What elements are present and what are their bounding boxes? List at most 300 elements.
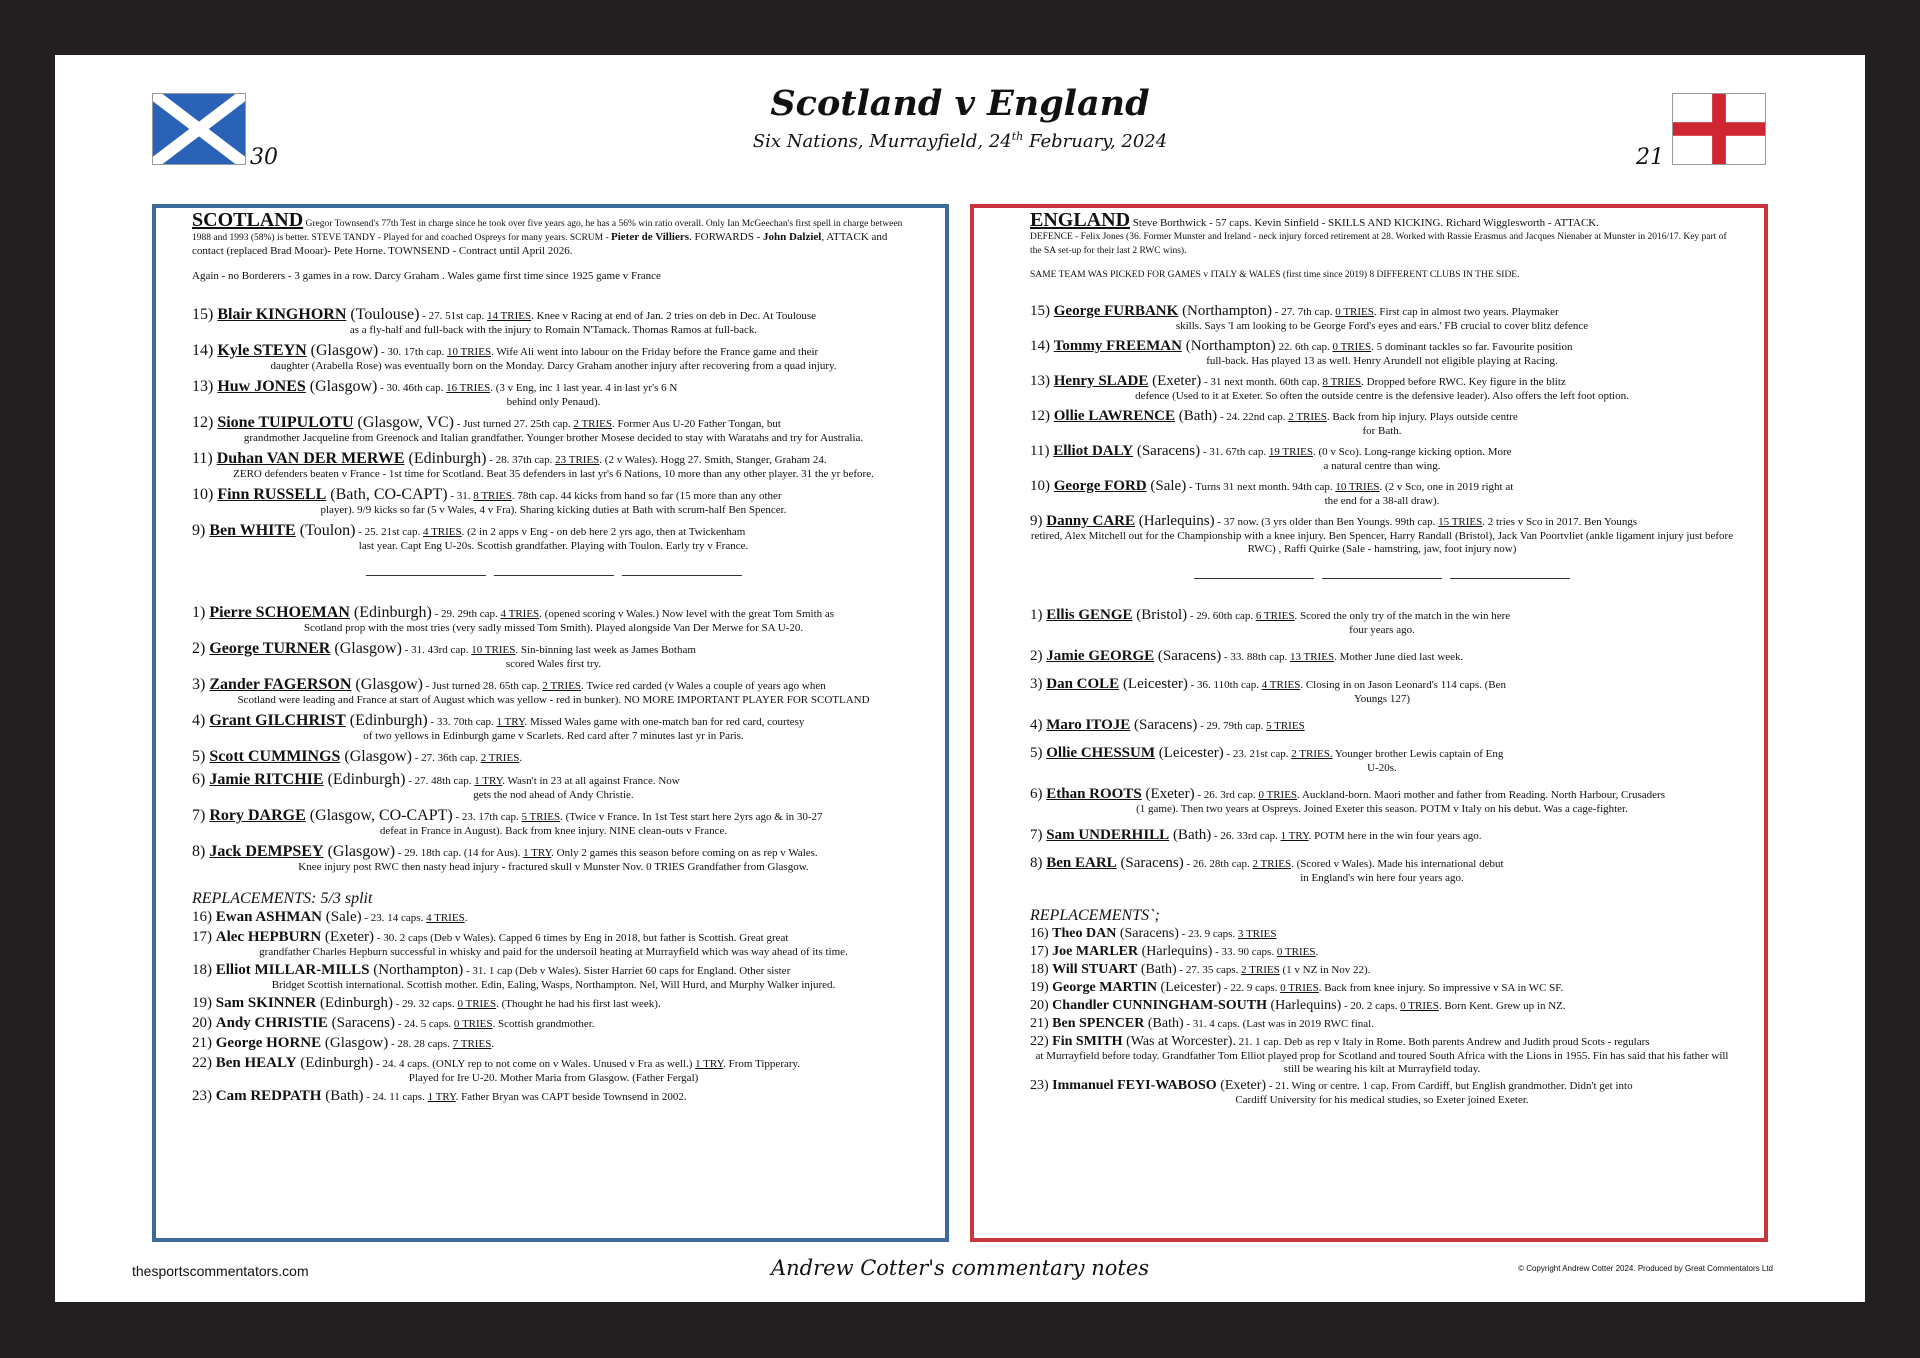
- player-club: (Harlequins): [1135, 513, 1215, 529]
- player-notes: . Born Kent. Grew up in NZ.: [1438, 1000, 1566, 1012]
- player-entry: [1030, 512, 1734, 556]
- player-name: Fin SMITH: [1052, 1034, 1123, 1049]
- player-details: - 29. 29th cap.: [431, 608, 501, 620]
- player-number: 21): [1030, 1016, 1053, 1031]
- player-notes: . Mother June died last week.: [1334, 651, 1464, 663]
- player-entry: [1030, 302, 1734, 333]
- player-entry: [1030, 407, 1734, 438]
- player-details: - 23. 17th cap.: [452, 811, 522, 823]
- player-tries: 2 TRIES: [1252, 858, 1292, 870]
- player-details: 22. 6th cap.: [1275, 341, 1333, 353]
- player-name: Ben EARL: [1046, 855, 1117, 871]
- player-entry: [1030, 1077, 1734, 1107]
- player-notes-continued: grandmother Jacqueline from Greenock and Italian grandfather. Younger brother Mosese decided to stay with Waratahs and try for Australia.: [243, 432, 864, 444]
- footer-copyright: © Copyright Andrew Cotter 2024. Produced by Great Commentators Ltd: [1518, 1264, 1773, 1273]
- player-club: (Leicester): [1155, 745, 1224, 761]
- player-number: 4): [192, 712, 210, 729]
- player-name: Kyle STEYN: [217, 342, 307, 359]
- section-divider: [1030, 566, 1734, 584]
- player-details: - 26. 28th cap.: [1183, 858, 1253, 870]
- player-club: (Harlequins): [1138, 944, 1213, 959]
- player-entry: [192, 770, 915, 802]
- player-number: 10): [1030, 478, 1054, 494]
- player-club: (Glasgow, VC): [353, 414, 454, 431]
- player-name: Will STUART: [1052, 962, 1138, 977]
- england-note: SAME TEAM WAS PICKED FOR GAMES v ITALY & WALES (first time since 2019) 8 DIFFERENT CLUBS IN THE SIDE.: [1030, 270, 1520, 280]
- player-entry: [192, 603, 915, 635]
- player-notes: .: [519, 752, 523, 764]
- player-club: (Saracens): [327, 1015, 395, 1031]
- player-tries: 0 TRIES: [1276, 946, 1316, 958]
- player-club: (Bath, CO-CAPT): [326, 486, 448, 503]
- player-entry: [1030, 997, 1734, 1014]
- player-name: George FORD: [1053, 478, 1147, 494]
- player-tries: 14 TRIES: [486, 310, 532, 322]
- player-tries: 8 TRIES: [1322, 376, 1362, 388]
- player-notes: (1 v NZ in Nov 22).: [1279, 964, 1371, 976]
- player-notes: . Knee v Racing at end of Jan. 2 tries on deb in Dec. At Toulouse: [531, 310, 817, 322]
- player-name: Dan COLE: [1046, 676, 1120, 692]
- player-club: (Sale): [1146, 478, 1187, 494]
- player-name: Alec HEPBURN: [215, 929, 322, 945]
- player-number: 17): [1030, 944, 1053, 959]
- player-number: 12): [192, 414, 218, 431]
- player-club: (Edinburgh): [323, 771, 406, 788]
- player-club: (Northampton): [1178, 303, 1273, 319]
- player-name: Jamie RITCHIE: [209, 771, 324, 788]
- player-number: 10): [192, 486, 218, 503]
- player-entry: [1030, 979, 1734, 996]
- player-name: George HORNE: [215, 1035, 322, 1051]
- player-number: 5): [1030, 745, 1047, 761]
- player-entry: [192, 639, 915, 671]
- player-number: 14): [1030, 338, 1054, 354]
- player-details: - 31. 4 caps. (Last was in 2019 RWC final.: [1183, 1018, 1374, 1030]
- player-club: (Glasgow): [330, 640, 402, 657]
- player-details: - 31. 67th cap.: [1200, 446, 1269, 458]
- player-club: (Glasgow, CO-CAPT): [305, 807, 453, 824]
- player-notes-continued: Played for Ire U-20. Mother Maria from Glasgow. (Father Fergal): [408, 1072, 699, 1084]
- player-tries: 15 TRIES: [1438, 516, 1483, 528]
- player-details: - 29. 79th cap.: [1197, 720, 1267, 732]
- player-tries: 2 TRIES: [1288, 411, 1327, 423]
- player-name: Sam UNDERHILL: [1046, 827, 1170, 843]
- player-tries: 8 TRIES: [473, 490, 512, 502]
- player-notes-continued: grandfather Charles Hepburn successful in whisky and paid for the undersoil heating at Murrayfield which was way ahead of its time.: [259, 946, 848, 958]
- page-subtitle: Six Nations, Murrayfield, 24th February, 2024: [752, 130, 1168, 152]
- player-notes: . Back from hip injury. Plays outside centre: [1326, 411, 1518, 423]
- player-tries: 0 TRIES: [1332, 341, 1372, 353]
- player-notes: . (2 v Sco, one in 2019 right at: [1379, 481, 1514, 493]
- player-notes: . POTM here in the win four years ago.: [1308, 830, 1482, 842]
- player-notes: . (2 v Wales). Hogg 27. Smith, Stanger, Graham 24.: [599, 454, 827, 466]
- player-details: - 27. 36th cap.: [411, 752, 481, 764]
- player-tries: 2 TRIES: [542, 680, 582, 692]
- player-club: (Exeter): [1148, 373, 1202, 389]
- player-entry: [192, 908, 915, 926]
- player-notes-continued: full-back. Has played 13 as well. Henry Arundell not eligible playing at Racing.: [1206, 355, 1558, 367]
- player-details: - 31. 1 cap (Deb v Wales). Sister Harriet 60 caps for England. Other sister: [463, 965, 791, 977]
- player-club: (Glasgow): [305, 378, 378, 395]
- player-details: - 21. Wing or centre. 1 cap. From Cardiff, but English grandmother. Didn't get into: [1266, 1080, 1633, 1092]
- player-entry: [1030, 854, 1734, 885]
- player-entry: [192, 305, 915, 337]
- player-number: 1): [192, 604, 210, 621]
- page-title: Scotland v England: [770, 83, 1150, 124]
- player-number: 3): [192, 676, 210, 693]
- player-number: 19): [1030, 980, 1053, 995]
- player-tries: 1 TRY: [427, 1091, 456, 1103]
- player-tries: 1 TRY: [496, 716, 525, 728]
- player-name: Sione TUIPULOTU: [217, 414, 354, 431]
- player-entry: [192, 449, 915, 481]
- player-number: 2): [192, 640, 210, 657]
- player-details: - 33. 90 caps.: [1212, 946, 1277, 958]
- player-notes: .: [491, 1038, 495, 1050]
- player-number: 18): [1030, 962, 1053, 977]
- player-number: 8): [1030, 855, 1047, 871]
- player-details: - 29. 18th cap. (14 for Aus).: [395, 847, 524, 859]
- player-details: - 27. 51st cap.: [419, 310, 487, 322]
- player-tries: 16 TRIES: [446, 382, 491, 394]
- scotland-forwards-list: [192, 603, 915, 874]
- player-details: - 30. 17th cap.: [378, 346, 447, 358]
- player-entry: [1030, 477, 1734, 508]
- player-name: Ben WHITE: [209, 522, 296, 539]
- player-number: 12): [1030, 408, 1054, 424]
- player-entry: [1030, 372, 1734, 403]
- player-details: - Just turned 27. 25th cap.: [453, 418, 574, 430]
- player-notes-continued: defeat in France in August). Back from knee injury. NINE clean-outs v France.: [379, 825, 728, 837]
- player-notes-continued: last year. Capt Eng U-20s. Scottish grandfather. Playing with Toulon. Early try v France.: [358, 540, 749, 552]
- player-club: (Exeter): [321, 929, 375, 945]
- player-name: Elliot DALY: [1053, 443, 1134, 459]
- player-name: Danny CARE: [1046, 513, 1136, 529]
- player-entry: [1030, 744, 1734, 775]
- footer-caption: Andrew Cotter's commentary notes: [770, 1256, 1150, 1280]
- player-details: - 36. 110th cap.: [1187, 679, 1262, 691]
- player-number: 7): [1030, 827, 1047, 843]
- player-number: 23): [1030, 1078, 1053, 1093]
- player-entry: [192, 842, 915, 874]
- player-entry: [1030, 442, 1734, 473]
- player-name: Blair KINGHORN: [217, 306, 347, 323]
- player-details: - 24. 11 caps.: [363, 1091, 428, 1103]
- player-tries: 1 TRY: [695, 1058, 724, 1070]
- player-details: - 26. 33rd cap.: [1211, 830, 1281, 842]
- player-name: Ollie CHESSUM: [1046, 745, 1156, 761]
- player-number: 21): [192, 1035, 216, 1051]
- player-notes-continued: the end for a 38-all draw).: [1324, 495, 1440, 507]
- player-notes-continued: of two yellows in Edinburgh game v Scarlets. Red card after 7 minutes last yr in Paris.: [363, 730, 744, 742]
- player-tries: 6 TRIES: [1255, 610, 1295, 622]
- player-entry: [1030, 716, 1734, 734]
- player-notes: . 5 dominant tackles so far. Favourite position: [1371, 341, 1573, 353]
- player-number: 22): [192, 1055, 216, 1071]
- player-details: - 30. 46th cap.: [377, 382, 447, 394]
- player-number: 13): [192, 378, 218, 395]
- player-tries: 0 TRIES: [453, 1018, 493, 1030]
- player-notes: . Sin-binning last week as James Botham: [515, 644, 696, 656]
- player-notes: . Back from knee injury. So impressive v SA in WC SF.: [1318, 982, 1564, 994]
- player-details: - 33. 88th cap.: [1221, 651, 1290, 663]
- player-number: 23): [192, 1088, 216, 1104]
- player-club: (Saracens): [1133, 443, 1201, 459]
- scotland-note: Again - no Borderers - 3 games in a row. Darcy Graham . Wales game first time since 1925 game v France: [192, 270, 661, 282]
- england-score: 21: [1636, 145, 1664, 170]
- player-name: Ben HEALY: [215, 1055, 297, 1071]
- player-club: (Exeter): [1216, 1078, 1267, 1093]
- player-entry: [192, 1014, 915, 1032]
- player-notes: . Only 2 games this season before coming on as rep v Wales.: [551, 847, 818, 859]
- scotland-replacements-heading: REPLACEMENTS: 5/3 split: [192, 890, 373, 907]
- player-notes-continued: as a fly-half and full-back with the injury to Romain N'Tamack. Thomas Ramos at full-back.: [349, 324, 758, 336]
- player-details: - 31. 43rd cap.: [401, 644, 472, 656]
- player-tries: 1 TRY: [1280, 830, 1309, 842]
- player-club: (Harlequins): [1266, 998, 1342, 1013]
- player-club: (Bath): [1175, 408, 1218, 424]
- player-club: (Edinburgh): [349, 604, 432, 621]
- player-tries: 10 TRIES: [446, 346, 492, 358]
- player-details: - 25. 21st cap.: [355, 526, 424, 538]
- player-entry: [192, 377, 915, 409]
- player-name: George MARTIN: [1052, 980, 1158, 995]
- player-entry: [192, 747, 915, 766]
- player-notes: . Auckland-born. Maori mother and father from Reading. North Harbour, Crusaders: [1297, 789, 1666, 801]
- player-club: (Edinburgh): [296, 1055, 374, 1071]
- player-club: (Was at Worcester).: [1122, 1034, 1236, 1049]
- player-details: - 27. 48th cap.: [405, 775, 475, 787]
- england-heading: ENGLAND: [1030, 209, 1131, 231]
- scotland-backs-list: [192, 305, 915, 553]
- player-number: 15): [1030, 303, 1054, 319]
- player-name: Jack DEMPSEY: [209, 843, 324, 860]
- player-number: 4): [1030, 717, 1047, 733]
- player-notes-continued: Bridget Scottish international. Scottish mother. Edin, Ealing, Wasps, Northampton. Nel, Will Hurd, and Murphy Walker injured.: [271, 979, 836, 991]
- player-notes: . Closing in on Jason Leonard's 114 caps. (Ben: [1300, 679, 1506, 691]
- player-notes-continued: daughter (Arabella Rose) was eventually born on the Monday. Darcy Graham another injury after recovering from a quad injury.: [270, 360, 837, 372]
- footer-website: thesportscommentators.com: [132, 1263, 309, 1279]
- england-forwards-list: [1030, 606, 1734, 885]
- player-number: 18): [192, 962, 216, 978]
- player-notes: . (Twice v France. In 1st Test start here 2yrs ago & in 30-27: [560, 811, 823, 823]
- player-number: 6): [1030, 786, 1047, 802]
- player-club: (Bath): [1137, 962, 1177, 977]
- player-name: Chandler CUNNINGHAM-SOUTH: [1052, 998, 1267, 1013]
- player-club: (Exeter): [1141, 786, 1195, 802]
- player-tries: 2 TRIES: [480, 752, 520, 764]
- player-name: Immanuel FEYI-WABOSO: [1052, 1078, 1217, 1093]
- player-club: (Glasgow): [321, 1035, 389, 1051]
- player-tries: 0 TRIES: [457, 998, 497, 1010]
- player-tries: 4 TRIES: [426, 912, 465, 924]
- player-tries: 10 TRIES: [471, 644, 516, 656]
- player-name: Ellis GENGE: [1046, 607, 1133, 623]
- player-notes: . 2 tries v Sco in 2017. Ben Youngs: [1482, 516, 1638, 528]
- player-name: Duhan VAN DER MERWE: [216, 450, 405, 467]
- player-tries: 2 TRIES.: [1291, 748, 1333, 760]
- player-entry: [192, 413, 915, 445]
- player-entry: [192, 806, 915, 838]
- player-tries: 1 TRY: [474, 775, 503, 787]
- player-notes: . Former Aus U-20 Father Tongan, but: [612, 418, 781, 430]
- player-notes: . 78th cap. 44 kicks from hand so far (15 more than any other: [511, 490, 782, 502]
- player-name: Ben SPENCER: [1052, 1016, 1145, 1031]
- player-name: George TURNER: [209, 640, 331, 657]
- player-tries: 4 TRIES: [1261, 679, 1301, 691]
- player-details: - Just turned 28. 65th cap.: [422, 680, 543, 692]
- player-entry: [192, 928, 915, 959]
- player-entry: [192, 1054, 915, 1085]
- player-tries: 19 TRIES: [1268, 446, 1313, 458]
- player-entry: [1030, 961, 1734, 978]
- player-club: (Northampton): [369, 962, 464, 978]
- player-details: - 31.: [447, 490, 474, 502]
- player-number: 3): [1030, 676, 1047, 692]
- player-tries: 0 TRIES: [1280, 982, 1319, 994]
- player-notes: . (0 v Sco). Long-range kicking option. More: [1312, 446, 1512, 458]
- player-number: 5): [192, 748, 210, 765]
- player-notes-continued: in England's win here four years ago.: [1300, 872, 1464, 884]
- player-club: (Glasgow): [340, 748, 412, 765]
- player-name: George FURBANK: [1053, 303, 1179, 319]
- player-entry: [1030, 826, 1734, 844]
- player-name: Huw JONES: [217, 378, 306, 395]
- player-tries: 7 TRIES: [452, 1038, 492, 1050]
- player-club: (Edinburgh): [316, 995, 393, 1011]
- player-name: Grant GILCHRIST: [209, 712, 346, 729]
- player-entry: [1030, 675, 1734, 706]
- player-entry: [192, 341, 915, 373]
- player-number: 7): [192, 807, 210, 824]
- player-notes: . (2 in 2 apps v Eng - on deb here 2 yrs ago, then at Twickenham: [461, 526, 746, 538]
- player-entry: [1030, 925, 1734, 942]
- player-number: 20): [1030, 998, 1053, 1013]
- player-club: (Northampton): [1181, 338, 1276, 354]
- player-club: (Toulon): [295, 522, 356, 539]
- player-notes-continued: player). 9/9 kicks so far (5 v Wales, 4 v Fra). Sharing kicking duties at Bath with scrum-half Ben Spencer.: [320, 504, 787, 516]
- player-notes-continued: skills. Says 'I am looking to be George Ford's eyes and ears.' FB crucial to cover blitz defence: [1175, 320, 1589, 332]
- player-notes: . (opened scoring v Wales.) Now level with the great Tom Smith as: [539, 608, 835, 620]
- player-details: - 27. 35 caps.: [1176, 964, 1242, 976]
- st-george-cross-icon: [1672, 93, 1766, 165]
- player-name: Jamie GEORGE: [1046, 648, 1155, 664]
- player-number: 15): [192, 306, 218, 323]
- player-details: - 23. 21st cap.: [1223, 748, 1292, 760]
- player-name: Sam SKINNER: [215, 995, 317, 1011]
- player-details: 21. 1 cap. Deb as rep v Italy in Rome. Both parents Andrew and Judith proud Scots - regulars: [1235, 1036, 1650, 1048]
- scotland-score: 30: [250, 145, 278, 170]
- player-tries: 10 TRIES: [1335, 481, 1380, 493]
- player-notes: . (Thought he had his first last week).: [496, 998, 661, 1010]
- player-name: Rory DARGE: [209, 807, 306, 824]
- player-entry: [192, 1034, 915, 1052]
- player-notes-continued: Cardiff University for his medical studies, so Exeter joined Exeter.: [1235, 1094, 1529, 1106]
- player-notes: . Wasn't in 23 at all against France. Now: [502, 775, 680, 787]
- player-notes: . Scottish grandmother.: [492, 1018, 595, 1030]
- player-club: (Saracens): [1130, 717, 1198, 733]
- player-club: (Saracens): [1116, 926, 1179, 941]
- player-notes-continued: at Murrayfield before today. Grandfather Tom Elliot played prop for Scotland and toured South Africa with the Lions in 1955. Fin has said that his father will still be wearing his kilt at Murrayfield today.: [1035, 1050, 1729, 1075]
- player-number: 11): [1030, 443, 1054, 459]
- player-entry: [1030, 1033, 1734, 1076]
- player-details: - 23. 14 caps.: [361, 912, 427, 924]
- player-entry: [1030, 337, 1734, 368]
- player-tries: 23 TRIES: [555, 454, 600, 466]
- player-club: (Bath): [321, 1088, 364, 1104]
- player-entry: [192, 675, 915, 707]
- player-number: 16): [1030, 926, 1053, 941]
- player-club: (Leicester): [1157, 980, 1222, 995]
- player-notes: . Scored the only try of the match in the win here: [1294, 610, 1511, 622]
- player-club: (Glasgow): [306, 342, 379, 359]
- player-name: Ewan ASHMAN: [215, 909, 323, 925]
- player-details: - 26. 3rd cap.: [1194, 789, 1259, 801]
- scotland-panel: [152, 204, 949, 1242]
- player-club: (Edinburgh): [404, 450, 487, 467]
- player-club: (Bath): [1169, 827, 1212, 843]
- player-notes: . Twice red carded (v Wales a couple of years ago when: [581, 680, 826, 692]
- player-tries: 5 TRIES: [1266, 720, 1305, 732]
- player-name: Ethan ROOTS: [1046, 786, 1142, 802]
- player-name: Andy CHRISTIE: [215, 1015, 328, 1031]
- player-details: - 20. 2 caps.: [1341, 1000, 1401, 1012]
- england-replacements-heading: REPLACEMENTS`;: [1030, 907, 1160, 924]
- player-details: - 23. 9 caps.: [1178, 928, 1238, 940]
- player-notes-continued: for Bath.: [1362, 425, 1402, 437]
- player-notes: . (3 v Eng, inc 1 last year. 4 in last yr's 6 N: [490, 382, 678, 394]
- player-tries: 2 TRIES: [573, 418, 613, 430]
- player-number: 1): [1030, 607, 1047, 623]
- player-notes-continued: Knee injury post RWC then nasty head injury - fractured skull v Munster Nov. 0 TRIES Grandfather from Glasgow.: [298, 861, 809, 873]
- player-name: Tommy FREEMAN: [1053, 338, 1182, 354]
- player-entry: [192, 711, 915, 743]
- player-name: Maro ITOJE: [1046, 717, 1131, 733]
- player-details: - Turns 31 next month. 94th cap.: [1186, 481, 1336, 493]
- player-number: 17): [192, 929, 216, 945]
- england-backs-list: [1030, 302, 1734, 556]
- player-club: (Toulouse): [346, 306, 420, 323]
- player-notes-continued: Scotland prop with the most tries (very sadly missed Tom Smith). Played alongside Van Der Merwe for SA U-20.: [303, 622, 804, 634]
- player-details: - 28. 28 caps.: [388, 1038, 453, 1050]
- player-number: 9): [1030, 513, 1047, 529]
- player-number: 11): [192, 450, 217, 467]
- player-notes: Younger brother Lewis captain of Eng: [1332, 748, 1504, 760]
- player-notes-continued: scored Wales first try.: [505, 658, 602, 670]
- player-club: (Bath): [1144, 1016, 1184, 1031]
- player-details: - 24. 4 caps. (ONLY rep to not come on v Wales. Unused v Fra as well.): [373, 1058, 696, 1070]
- player-details: - 29. 60th cap.: [1187, 610, 1256, 622]
- player-details: - 24. 22nd cap.: [1217, 411, 1289, 423]
- player-notes: .: [1315, 946, 1319, 958]
- player-name: Theo DAN: [1052, 926, 1117, 941]
- player-notes-continued: defence (Used to it at Exeter. So often the outside centre is the defensive leader). Also offers the left foot option.: [1135, 390, 1629, 402]
- player-number: 9): [192, 522, 210, 539]
- player-number: 6): [192, 771, 210, 788]
- player-tries: 5 TRIES: [521, 811, 561, 823]
- scotland-replacements-list: [192, 908, 915, 1105]
- player-name: Cam REDPATH: [215, 1088, 322, 1104]
- player-club: (Leicester): [1119, 676, 1188, 692]
- player-notes-continued: U-20s.: [1367, 762, 1397, 774]
- player-club: (Glasgow): [351, 676, 423, 693]
- player-name: Finn RUSSELL: [217, 486, 327, 503]
- player-club: (Bristol): [1132, 607, 1188, 623]
- player-entry: [192, 521, 915, 553]
- player-number: 20): [192, 1015, 216, 1031]
- player-tries: 0 TRIES: [1400, 1000, 1439, 1012]
- player-number: 14): [192, 342, 218, 359]
